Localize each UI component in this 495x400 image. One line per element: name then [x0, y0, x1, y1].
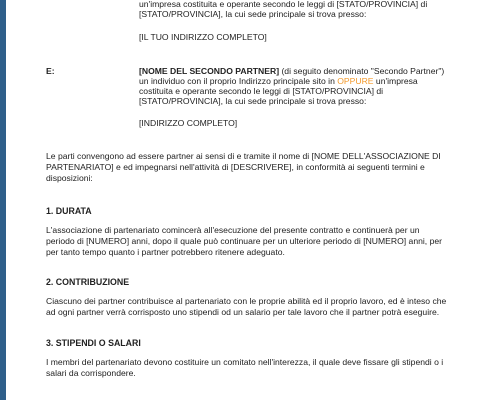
second-party-line-3: costituita e operante secondo le leggi di [STATO/PROVINCIA] di — [139, 86, 384, 96]
section-1-line-1: L'associazione di partenariato comincerà all'esecuzione del presente contratto e continuerà per un — [46, 225, 420, 235]
section-2-line-1: Ciascuno dei partner contribuisce al partenariato con le proprie abilità ed il proprio lavoro, ed è inteso che — [46, 296, 447, 306]
section-heading-stipendi: 3. STIPENDI O SALARI — [46, 338, 141, 348]
intro-line-3: disposizioni: — [46, 173, 93, 183]
second-party-name: [NOME DEL SECONDO PARTNER] — [139, 66, 280, 76]
section-heading-durata: 1. DURATA — [46, 206, 92, 216]
section-1-line-2: periodo di [NUMERO] anni, dopo il quale può continuare per un ulteriore periodo di [NUMERO] anni, per — [46, 236, 443, 246]
document-page — [6, 0, 495, 400]
second-party-line-1-rest: (di seguito denominato "Secondo Partner") — [279, 66, 445, 76]
second-party-line-4: [STATO/PROVINCIA], la cui sede principale si trova presso: — [139, 96, 367, 106]
oppure-highlight: OPPURE — [337, 76, 374, 86]
section-3-line-2: salari da corrispondere. — [46, 368, 136, 378]
second-party-address: [INDIRIZZO COMPLETO] — [139, 118, 238, 128]
section-1-line-3: per tanto tempo quanto i partner potrebbero ritenere adeguato. — [46, 247, 285, 257]
second-party-line-2-a: un individuo con il proprio Indirizzo principale sito in — [139, 76, 338, 86]
first-party-address: [IL TUO INDIRIZZO COMPLETO] — [139, 32, 267, 42]
second-party-line-2 — [139, 76, 418, 87]
second-party-line-2-b: un'impresa — [373, 76, 418, 86]
first-party-line-1: un'impresa costituita e operante secondo le leggi di [STATO/PROVINCIA] di — [139, 0, 428, 9]
second-party-label: E: — [46, 66, 55, 76]
section-2-line-2: ad ogni partner verrà corrisposto uno stipendi od un salario per tale lavoro che il partner potrà eseguire. — [46, 307, 440, 317]
second-party-line-1 — [139, 66, 444, 77]
section-heading-contribuzione: 2. CONTRIBUZIONE — [46, 277, 130, 287]
section-3-line-1: I membri del partenariato devono costituire un comitato nell'interezza, il quale deve fissare gli stipendi o i — [46, 357, 444, 367]
intro-line-1: Le parti convengono ad essere partner ai sensi di e tramite il nome di [NOME DELL'ASSOCIAZIONE DI — [46, 151, 441, 161]
first-party-line-2: [STATO/PROVINCIA], la cui sede principale si trova presso: — [139, 9, 367, 19]
intro-line-2: PARTENARIATO] e ed impegnarsi nell'attività di [DESCRIVERE], in conformità ai seguenti termini e — [46, 162, 425, 172]
